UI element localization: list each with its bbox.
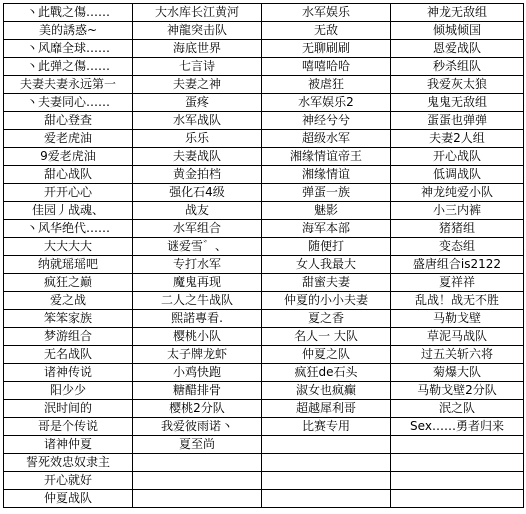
- table-cell[interactable]: 太子牌龙虾: [133, 346, 262, 364]
- team-list-sheet: [3, 3, 524, 508]
- table-cell[interactable]: 蛋疼: [133, 94, 262, 112]
- table-cell[interactable]: [391, 454, 524, 472]
- table-row: [4, 22, 524, 40]
- table-row: [4, 238, 524, 256]
- table-row: [4, 112, 524, 130]
- table-cell[interactable]: [262, 436, 391, 454]
- table-row: [4, 40, 524, 58]
- table-cell[interactable]: 湘缘情谊帝王: [262, 148, 391, 166]
- table-cell[interactable]: 丶此戰之傷……: [4, 4, 133, 22]
- table-cell[interactable]: 疯狂之巅: [4, 274, 133, 292]
- table-cell[interactable]: 湘缘情谊: [262, 166, 391, 184]
- table-cell[interactable]: 过五关斩六将: [391, 346, 524, 364]
- table-cell[interactable]: 随便打: [262, 238, 391, 256]
- table-cell[interactable]: 夫妻2人组: [391, 130, 524, 148]
- table-cell[interactable]: [133, 454, 262, 472]
- table-row: [4, 400, 524, 418]
- table-cell[interactable]: 神经兮兮: [262, 112, 391, 130]
- table-row: [4, 454, 524, 472]
- table-row: [4, 184, 524, 202]
- table-cell[interactable]: 我爱灰太狼: [391, 76, 524, 94]
- table-cell[interactable]: 爱老虎油: [4, 130, 133, 148]
- table-row: [4, 472, 524, 490]
- table-cell[interactable]: 超级水军: [262, 130, 391, 148]
- table-row: [4, 130, 524, 148]
- table-cell[interactable]: 甜心登查: [4, 112, 133, 130]
- table-cell[interactable]: 纳就瑶瑶吧: [4, 256, 133, 274]
- table-cell[interactable]: 丶风华绝代……: [4, 220, 133, 238]
- table-cell[interactable]: 梦游组合: [4, 328, 133, 346]
- table-cell[interactable]: 名人一 大队: [262, 328, 391, 346]
- table-cell[interactable]: 开心就好: [4, 472, 133, 490]
- table-cell[interactable]: 夫妻之神: [133, 76, 262, 94]
- table-cell[interactable]: 菊爆大队: [391, 364, 524, 382]
- table-cell[interactable]: [133, 490, 262, 508]
- table-cell[interactable]: [262, 454, 391, 472]
- table-cell[interactable]: 甜心战队: [4, 166, 133, 184]
- table-cell[interactable]: [262, 472, 391, 490]
- table-cell[interactable]: 海军本部: [262, 220, 391, 238]
- table-cell[interactable]: 丶此弹之傷……: [4, 58, 133, 76]
- table-cell[interactable]: 蛋蛋也弹弹: [391, 112, 524, 130]
- table-row: [4, 202, 524, 220]
- table-cell[interactable]: 比赛专用: [262, 418, 391, 436]
- table-cell[interactable]: 丶风靡全球……: [4, 40, 133, 58]
- table-row: [4, 292, 524, 310]
- table-cell[interactable]: 誓死效忠奴隶主: [4, 454, 133, 472]
- table-cell[interactable]: 无敌: [262, 22, 391, 40]
- table-cell[interactable]: 诸神仲夏: [4, 436, 133, 454]
- table-cell[interactable]: 樱桃小队: [133, 328, 262, 346]
- table-cell[interactable]: 水军娱乐: [262, 4, 391, 22]
- table-cell[interactable]: 阳少少: [4, 382, 133, 400]
- table-cell[interactable]: 秒杀组队: [391, 58, 524, 76]
- table-cell[interactable]: 仲夏之队: [262, 346, 391, 364]
- table-cell[interactable]: 倾城倾国: [391, 22, 524, 40]
- table-cell[interactable]: 疯狂de石头: [262, 364, 391, 382]
- table-cell[interactable]: 神龙纯爱小队: [391, 184, 524, 202]
- table-cell[interactable]: [262, 490, 391, 508]
- table-cell[interactable]: 乐乐: [133, 130, 262, 148]
- table-cell[interactable]: 泯时间的: [4, 400, 133, 418]
- table-cell[interactable]: 丶夫妻同心……: [4, 94, 133, 112]
- table-cell[interactable]: 魔鬼再现: [133, 274, 262, 292]
- table-cell[interactable]: 马勒戈壁2分队: [391, 382, 524, 400]
- table-cell[interactable]: 开开心心: [4, 184, 133, 202]
- table-cell[interactable]: 七言诗: [133, 58, 262, 76]
- table-cell[interactable]: 神龙无敌组: [391, 4, 524, 22]
- table-cell[interactable]: 夏祥祥: [391, 274, 524, 292]
- table-row: [4, 94, 524, 112]
- table-cell[interactable]: 佳园丿战魂、: [4, 202, 133, 220]
- table-cell[interactable]: 糖醋排骨: [133, 382, 262, 400]
- table-row: [4, 148, 524, 166]
- table-cell[interactable]: 哥是个传说: [4, 418, 133, 436]
- table-cell[interactable]: 夫妻战队: [133, 148, 262, 166]
- table-cell[interactable]: 夏之香: [262, 310, 391, 328]
- table-cell[interactable]: 嘻嘻哈哈: [262, 58, 391, 76]
- table-cell[interactable]: 9爱老虎油: [4, 148, 133, 166]
- table-cell[interactable]: 强化石4级: [133, 184, 262, 202]
- table-row: [4, 328, 524, 346]
- team-name-table-body: [4, 4, 524, 508]
- table-row: [4, 436, 524, 454]
- table-row: [4, 274, 524, 292]
- table-cell[interactable]: 熙諾專看.: [133, 310, 262, 328]
- table-cell[interactable]: 笨笨家族: [4, 310, 133, 328]
- table-row: [4, 76, 524, 94]
- table-row: [4, 382, 524, 400]
- table-row: [4, 346, 524, 364]
- table-cell[interactable]: 弹蛋一族: [262, 184, 391, 202]
- table-cell[interactable]: [391, 472, 524, 490]
- table-cell[interactable]: 水军战队: [133, 112, 262, 130]
- table-cell[interactable]: 低调战队: [391, 166, 524, 184]
- table-cell[interactable]: [391, 436, 524, 454]
- table-row: [4, 256, 524, 274]
- table-cell[interactable]: 美的誘惑~: [4, 22, 133, 40]
- table-cell[interactable]: 我爱彼雨诺丶: [133, 418, 262, 436]
- table-row: [4, 220, 524, 238]
- table-cell[interactable]: 水军组合: [133, 220, 262, 238]
- table-cell[interactable]: 盛唐组合is2122: [391, 256, 524, 274]
- table-cell[interactable]: 无聊刷刷: [262, 40, 391, 58]
- table-cell[interactable]: 恩爱战队: [391, 40, 524, 58]
- table-cell[interactable]: 变态组: [391, 238, 524, 256]
- table-cell[interactable]: 爱之战: [4, 292, 133, 310]
- table-cell[interactable]: 超越犀利哥: [262, 400, 391, 418]
- table-cell[interactable]: [391, 490, 524, 508]
- table-cell[interactable]: 仲夏战队: [4, 490, 133, 508]
- table-cell[interactable]: 小鸡快跑: [133, 364, 262, 382]
- table-cell[interactable]: 无名战队: [4, 346, 133, 364]
- table-cell[interactable]: 二人之牛战队: [133, 292, 262, 310]
- table-cell[interactable]: 水军娱乐2: [262, 94, 391, 112]
- table-cell[interactable]: 诸神传说: [4, 364, 133, 382]
- table-row: [4, 58, 524, 76]
- table-cell[interactable]: 夏至尚: [133, 436, 262, 454]
- table-row: [4, 4, 524, 22]
- table-row: [4, 418, 524, 436]
- table-cell[interactable]: 专打水军: [133, 256, 262, 274]
- table-cell[interactable]: 魅影: [262, 202, 391, 220]
- table-cell[interactable]: 女人我最大: [262, 256, 391, 274]
- table-cell[interactable]: 樱桃2分队: [133, 400, 262, 418]
- table-cell[interactable]: 战友: [133, 202, 262, 220]
- table-cell[interactable]: 乱战！战无不胜: [391, 292, 524, 310]
- table-row: [4, 490, 524, 508]
- table-cell[interactable]: 夫妻夫妻永远第一: [4, 76, 133, 94]
- table-cell[interactable]: 开心战队: [391, 148, 524, 166]
- table-cell[interactable]: 神龍突击队: [133, 22, 262, 40]
- table-cell[interactable]: Sex……勇者归来: [391, 418, 524, 436]
- table-row: [4, 310, 524, 328]
- table-cell[interactable]: 仲夏的小小夫妻: [262, 292, 391, 310]
- table-row: [4, 166, 524, 184]
- table-cell[interactable]: 泯之队: [391, 400, 524, 418]
- table-cell[interactable]: 大大大大: [4, 238, 133, 256]
- table-cell[interactable]: 猪猪组: [391, 220, 524, 238]
- table-cell[interactable]: 小三内裤: [391, 202, 524, 220]
- table-cell[interactable]: 海底世界: [133, 40, 262, 58]
- table-cell[interactable]: 甜蜜夫妻: [262, 274, 391, 292]
- table-cell[interactable]: 马勒戈壁: [391, 310, 524, 328]
- table-row: [4, 364, 524, 382]
- table-cell[interactable]: 淑女也疯癫: [262, 382, 391, 400]
- team-name-table: [3, 3, 524, 508]
- table-cell[interactable]: 鬼鬼无敌组: [391, 94, 524, 112]
- table-cell[interactable]: 黄金拍档: [133, 166, 262, 184]
- table-cell[interactable]: 草泥马战队: [391, 328, 524, 346]
- table-cell[interactable]: [133, 472, 262, 490]
- table-cell[interactable]: 被虐狂: [262, 76, 391, 94]
- table-cell[interactable]: 谜爱雪゛、: [133, 238, 262, 256]
- table-cell[interactable]: 大水库长江黄河: [133, 4, 262, 22]
